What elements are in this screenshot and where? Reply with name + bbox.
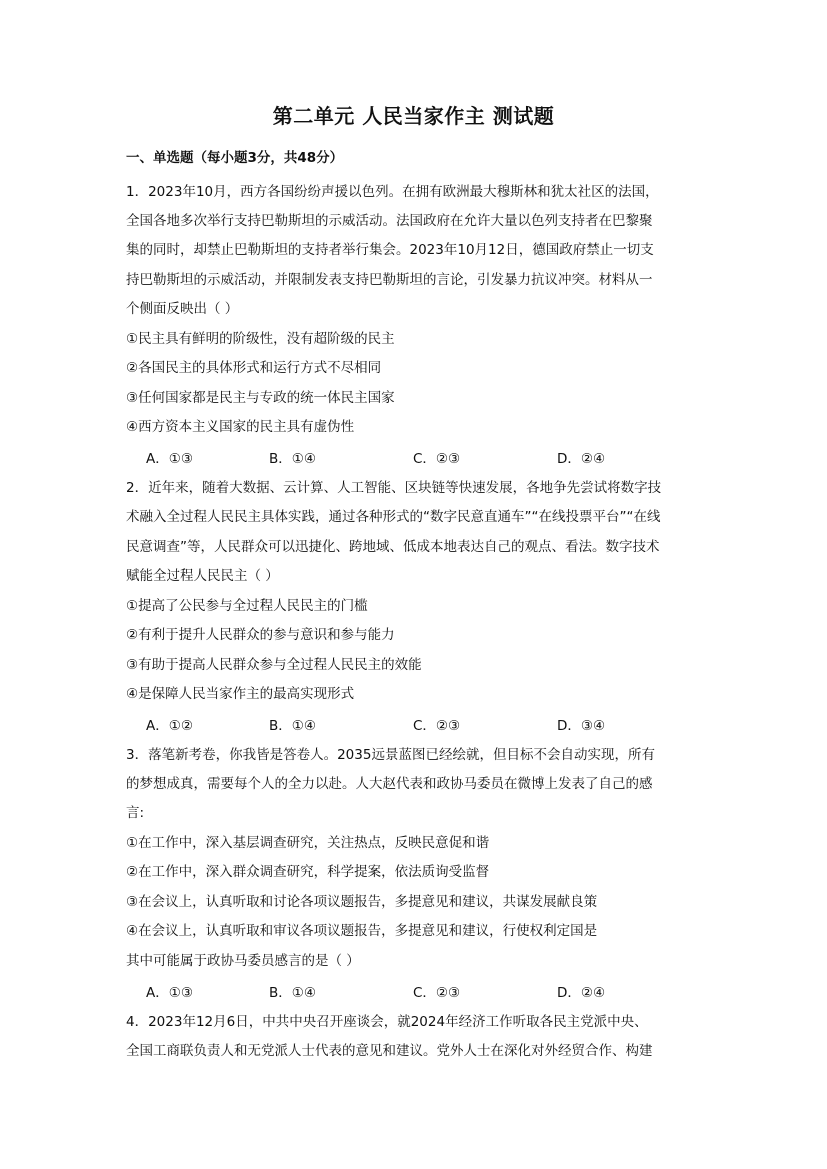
q2-item: ②有利于提升人民群众的参与意识和参与能力: [126, 627, 395, 643]
q2-options: [0, 716, 827, 736]
section-heading: 一、单选题（每小题3分，共48分）: [126, 150, 344, 166]
q2-item: ①提高了公民参与全过程人民民主的门槛: [126, 598, 368, 614]
q3-option-c: C．②③: [413, 985, 461, 1001]
q1-item: ①民主具有鲜明的阶级性，没有超阶级的民主: [126, 331, 395, 347]
q1-stem-line: 持巴勒斯坦的示威活动，并限制发表支持巴勒斯坦的言论，引发暴力抗议冲突。材料从一: [126, 272, 653, 288]
q2-item: ④是保障人民当家作主的最高实现形式: [126, 686, 355, 702]
q1-option-d: D．②④: [557, 451, 606, 467]
q1-stem-line: 全国各地多次举行支持巴勒斯坦的示威活动。法国政府在允许大量以色列支持者在巴黎聚: [126, 213, 653, 229]
q2-option-a: A．①②: [146, 718, 193, 734]
q3-stem-line: 言:: [126, 805, 145, 821]
q2-item: ③有助于提高人民群众参与全过程人民民主的效能: [126, 657, 422, 673]
q3-option-a: A．①③: [146, 985, 193, 1001]
q3-stem-line: 3．落笔新考卷，你我皆是答卷人。2035远景蓝图已经绘就，但目标不会自动实现，所有: [126, 747, 655, 763]
q3-option-d: D．②④: [557, 985, 606, 1001]
q3-option-b: B．①④: [269, 985, 316, 1001]
page-title: 第二单元 人民当家作主 测试题: [272, 104, 555, 128]
q1-options: [0, 449, 827, 469]
q3-item: ①在工作中，深入基层调查研究，关注热点，反映民意促和谐: [126, 835, 490, 851]
q2-option-b: B．①④: [269, 718, 316, 734]
q1-option-b: B．①④: [269, 451, 316, 467]
q3-item: ②在工作中，深入群众调查研究，科学提案，依法质询受监督: [126, 864, 490, 880]
q2-option-c: C．②③: [413, 718, 461, 734]
q1-item: ④西方资本主义国家的民主具有虚伪性: [126, 419, 355, 435]
q2-stem-line: 民意调查”等，人民群众可以迅捷化、跨地域、低成本地表达自己的观点、看法。数字技术: [126, 539, 660, 555]
q1-stem-line: 集的同时，却禁止巴勒斯坦的支持者举行集会。2023年10月12日，德国政府禁止一切支: [126, 242, 654, 258]
q2-stem-line: 赋能全过程人民民主（ ）: [126, 568, 279, 584]
q2-stem-line: 2．近年来，随着大数据、云计算、人工智能、区块链等快速发展，各地争先尝试将数字技: [126, 480, 662, 496]
q3-stem-line: 的梦想成真，需要每个人的全力以赴。人大赵代表和政协马委员在微博上发表了自己的感: [126, 776, 653, 792]
q3-item: ④在会议上，认真听取和审议各项议题报告，多提意见和建议，行使权利定国是: [126, 923, 598, 939]
q3-item: ③在会议上，认真听取和讨论各项议题报告，多提意见和建议，共谋发展献良策: [126, 894, 598, 910]
q2-option-d: D．③④: [557, 718, 606, 734]
q1-item: ②各国民主的具体形式和运行方式不尽相同: [126, 360, 382, 376]
q1-item: ③任何国家都是民主与专政的统一体民主国家: [126, 390, 395, 406]
q4-stem-line: 全国工商联负责人和无党派人士代表的意见和建议。党外人士在深化对外经贸合作、构建: [126, 1043, 653, 1059]
q3-options: [0, 983, 827, 1003]
q2-stem-line: 术融入全过程人民民主具体实践，通过各种形式的“数字民意直通车”“在线投票平台”“在线: [126, 509, 661, 525]
q4-stem-line: 4．2023年12月6日，中共中央召开座谈会，就2024年经济工作听取各民主党派中央、: [126, 1014, 648, 1030]
q1-option-a: A．①③: [146, 451, 193, 467]
q1-option-c: C．②③: [413, 451, 461, 467]
q1-stem-line: 个侧面反映出（ ）: [126, 301, 239, 317]
q1-stem-line: 1．2023年10月，西方各国纷纷声援以色列。在拥有欧洲最大穆斯林和犹太社区的法国，: [126, 184, 659, 200]
q3-question: 其中可能属于政协马委员感言的是（ ）: [126, 953, 360, 969]
